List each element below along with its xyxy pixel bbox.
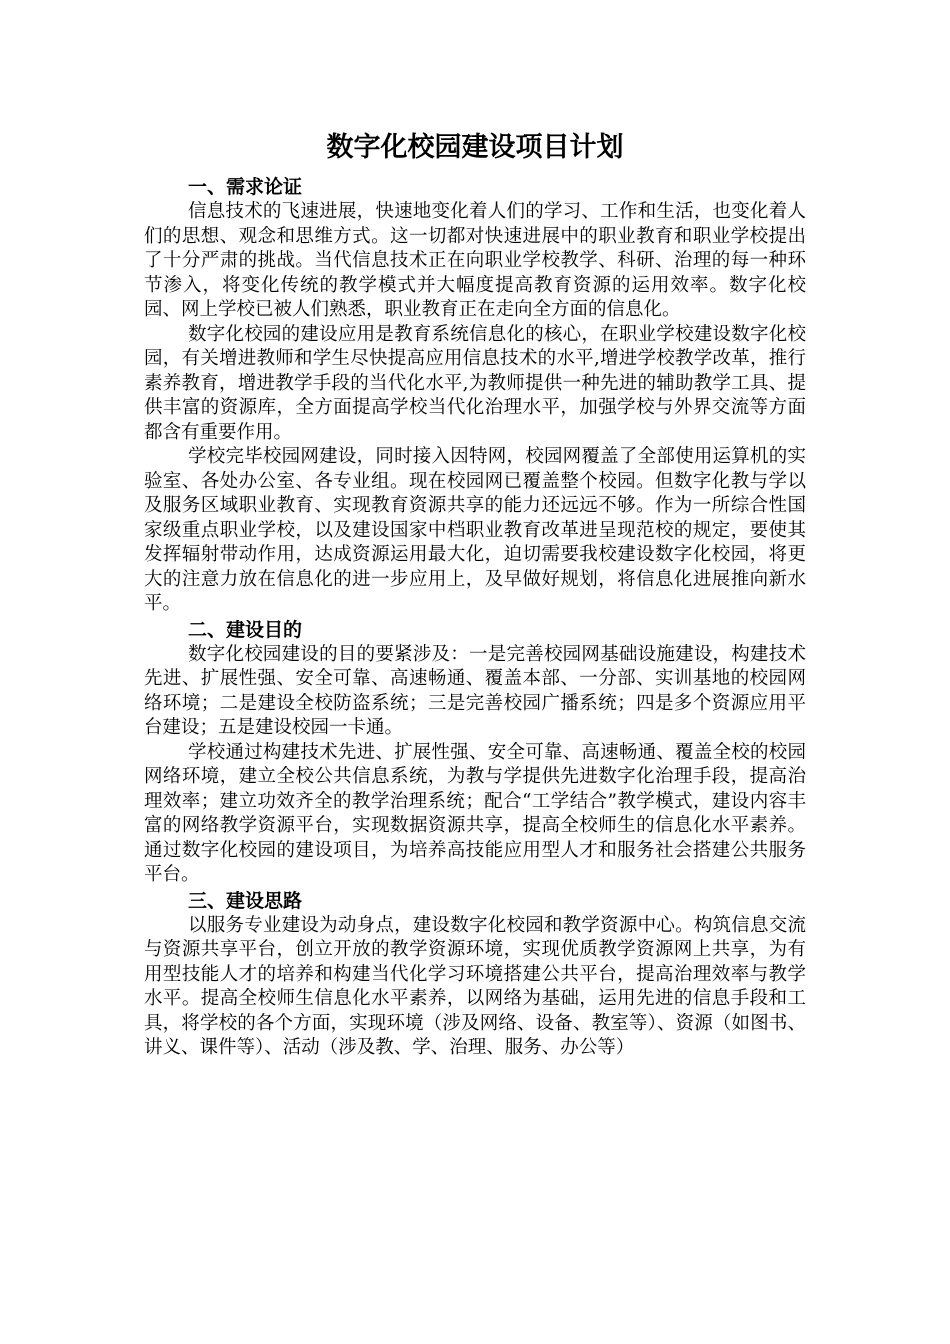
paragraph-2-1: 数字化校园建设的目的要紧涉及：一是完善校园网基础设施建设，构建技术先进、扩展性强、安全可靠、高速畅通、覆盖本部、一分部、实训基地的校园网络环境；二是建设全校防盗系统；三是完善校园广播系统；四是多个资源应用平台建设；五是建设校园一卡通。 (144, 643, 806, 738)
section-heading-2: 二、建设目的 (188, 618, 303, 641)
section-heading-3: 三、建设思路 (188, 889, 303, 912)
paragraph-1-3: 学校完毕校园网建设，同时接入因特网，校园网覆盖了全部使用运算机的实验室、各处办公室、各专业组。现在校园网已覆盖整个校园。但数字化教与学以及服务区域职业教育、实现教育资源共享的能力还远远不够。作为一所综合性国家级重点职业学校，以及建设国家中档职业教育改革进呈现范校的规定，要使其发挥辐射带动作用，达成资源运用最大化，迫切需要我校建设数字化校园，将更大的注意力放在信息化的进一步应用上，及早做好规划，将信息化进展推向新水平。 (144, 446, 806, 614)
paragraph-3-1: 以服务专业建设为动身点，建设数字化校园和教学资源中心。构筑信息交流与资源共享平台，创立开放的教学资源环境，实现优质教学资源网上共享，为有用型技能人才的培养和构建当代化学习环境搭建公共平台，提高治理效率与教学水平。提高全校师生信息化水平素养，以网络为基础，运用先进的信息手段和工具，将学校的各个方面，实现环境（涉及网络、设备、教室等）、资源（如图书、讲义、课件等）、活动（涉及教、学、治理、服务、办公等） (144, 914, 806, 1058)
paragraph-1-2: 数字化校园的建设应用是教育系统信息化的核心，在职业学校建设数字化校园，有关增进教师和学生尽快提高应用信息技术的水平,增进学校教学改革，推行素养教育，增进教学手段的当代化水平,为教师提供一种先进的辅助教学工具、提供丰富的资源库，全方面提高学校当代化治理水平，加强学校与外界交流等方面都含有重要作用。 (144, 323, 806, 443)
section-heading-1: 一、需求论证 (188, 176, 303, 198)
paragraph-1-1: 信息技术的飞速进展，快速地变化着人们的学习、工作和生活，也变化着人们的思想、观念和思维方式。这一切都对快速进展中的职业教育和职业学校提出了十分严肃的挑战。当代信息技术正在向职业学校教学、科研、治理的每一种环节渗入，将变化传统的教学模式并大幅度提高教育资源的运用效率。数字化校园、网上学校已被人们熟悉，职业教育正在走向全方面的信息化。 (144, 201, 806, 320)
paragraph-2-2: 学校通过构建技术先进、扩展性强、安全可靠、高速畅通、覆盖全校的校园网络环境，建立全校公共信息系统，为教与学提供先进数字化治理手段，提高治理效率；建立功效齐全的教学治理系统；配合“工学结合”教学模式，建设内容丰富的网络教学资源平台，实现数据资源共享，提高全校师生的信息化水平素养。通过数字化校园的建设项目，为培养高技能应用型人才和服务社会搭建公共服务平台。 (144, 741, 806, 885)
page-title: 数字化校园建设项目计划 (326, 132, 624, 163)
document-page (144, 128, 806, 1061)
